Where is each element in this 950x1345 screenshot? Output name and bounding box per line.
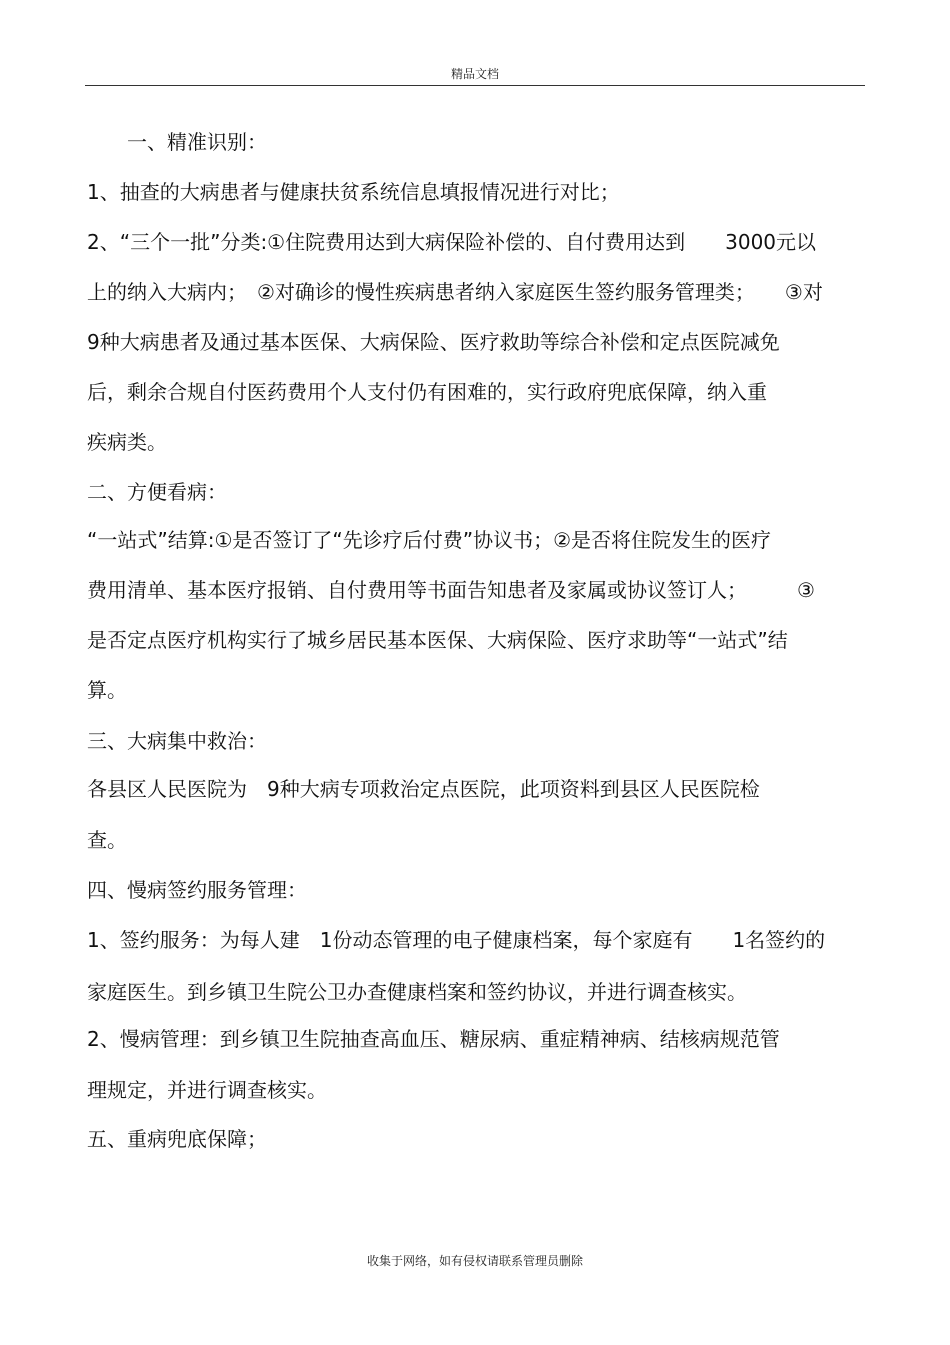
- body-line: 家庭医生。到乡镇卫生院公卫办查健康档案和签约协议，并进行调查核实。: [87, 980, 747, 1004]
- body-line: 算。: [87, 678, 127, 702]
- section-heading-4: 四、慢病签约服务管理：: [87, 878, 307, 902]
- body-line: 2、慢病管理：到乡镇卫生院抽查高血压、糖尿病、重症精神病、结核病规范管: [87, 1027, 780, 1051]
- body-line: 费用清单、基本医疗报销、自付费用等书面告知患者及家属或协议签订人； ③: [87, 578, 815, 602]
- body-line: 后，剩余合规自付医药费用个人支付仍有困难的，实行政府兜底保障，纳入重: [87, 380, 767, 404]
- body-line: 各县区人民医院为 9种大病专项救治定点医院，此项资料到县区人民医院检: [87, 777, 760, 801]
- section-heading-3: 三、大病集中救治：: [87, 729, 267, 753]
- header-title: 精品文档: [450, 67, 499, 81]
- body-line: 理规定，并进行调查核实。: [87, 1078, 327, 1102]
- body-line: 2、“三个一批”分类:①住院费用达到大病保险补偿的、自付费用达到 3000元以: [87, 230, 817, 254]
- section-heading-2: 二、方便看病：: [87, 480, 227, 504]
- body-line: 上的纳入大病内； ②对确诊的慢性疾病患者纳入家庭医生签约服务管理类； ③对: [87, 280, 823, 304]
- body-line: 9种大病患者及通过基本医保、大病保险、医疗救助等综合补偿和定点医院减免: [87, 330, 780, 354]
- section-heading-5: 五、重病兜底保障；: [87, 1127, 267, 1151]
- header-divider: [85, 85, 865, 86]
- section-heading-1: 一、精准识别：: [87, 130, 267, 154]
- body-line: 1、签约服务：为每人建 1份动态管理的电子健康档案，每个家庭有 1名签约的: [87, 928, 826, 952]
- body-line: “一站式”结算:①是否签订了“先诊疗后付费”协议书；②是否将住院发生的医疗: [87, 528, 772, 552]
- body-line: 是否定点医疗机构实行了城乡居民基本医保、大病保险、医疗求助等“一站式”结: [87, 628, 788, 652]
- body-line: 疾病类。: [87, 430, 167, 454]
- page-footer: 收集于网络，如有侵权请联系管理员删除: [366, 1254, 583, 1268]
- body-line: 1、抽查的大病患者与健康扶贫系统信息填报情况进行对比；: [87, 180, 620, 204]
- body-line: 查。: [87, 828, 127, 852]
